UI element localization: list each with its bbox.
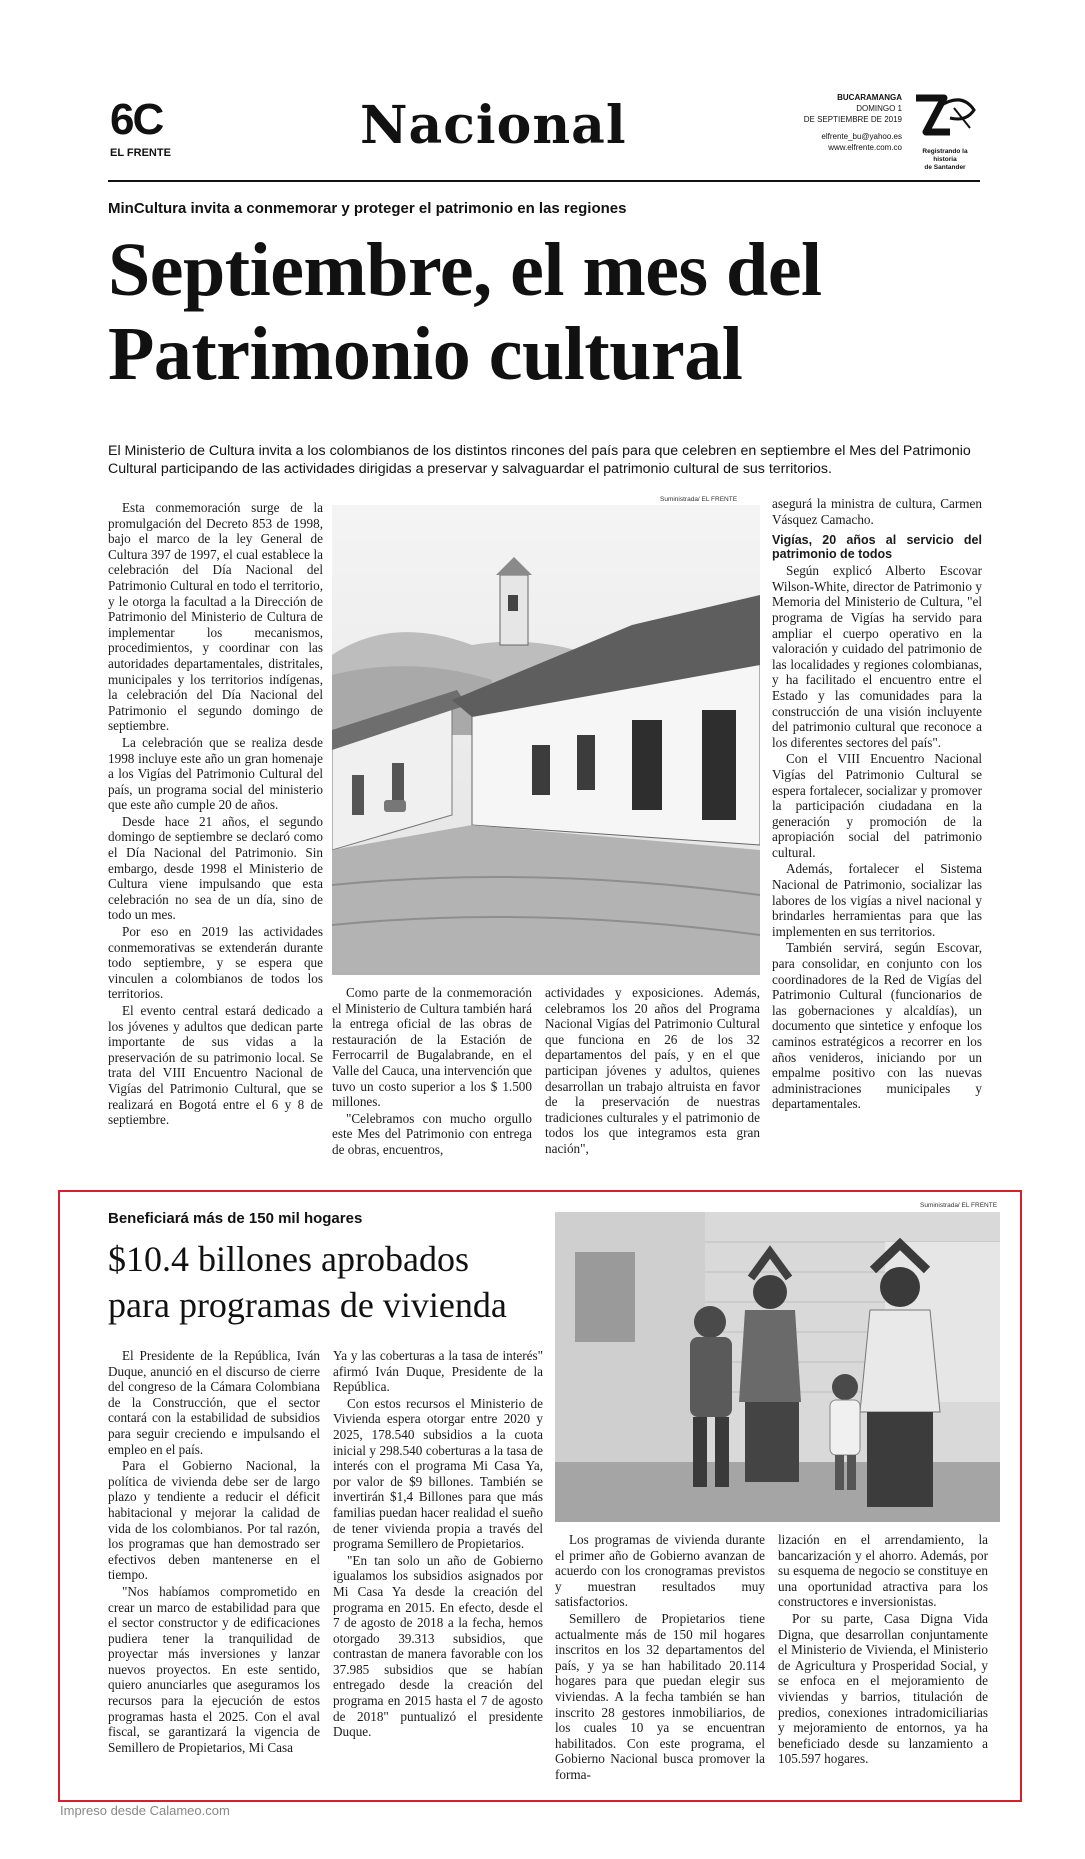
printed-from-label[interactable]: Impreso desde Calameo.com (60, 1803, 230, 1818)
paragraph: Además, fortalecer el Sistema Nacional de Patrimonio, socializar las labores de los vigías a nivel nacional y brindarles herramientas para que las implementen en sus territorios. (772, 861, 982, 939)
article1-headline-line2: Patrimonio cultural (108, 312, 743, 396)
paragraph: Los programas de vivienda durante el primer año de Gobierno avanzan de acuerdo con los cronogramas previstos y muestran resultados muy satisfactorios. (555, 1532, 765, 1610)
article2-column-3 (555, 1532, 765, 1784)
header-rule (108, 180, 980, 182)
logo-caption-2: de Santander (924, 164, 966, 171)
paragraph: La celebración que se realiza desde 1998 incluye este año un gran homenaje a los Vigías del Patrimonio Cultural del país, un programa social del ministerio que este año cumple 20 de años. (108, 734, 323, 813)
page-number: 6C (110, 95, 163, 144)
header-date-2: DE SEPTIEMBRE DE 2019 (803, 115, 902, 124)
header-date-1: DOMINGO 1 (856, 104, 902, 113)
paragraph: Según explicó Alberto Escovar Wilson-White, director de Patrimonio y Memoria del Ministerio de Cultura, "el programa de Vigías ha servido para ampliar el cuerpo operativo en la valoración y cuidado del patrimonio de las localidades y regiones colombianas, y ha facilitado el encuentro entre el Estado y las comunidades para la construcción de una visión incluyente del patrimonio cultural que reconoce a los diferentes sectores del país". (772, 563, 982, 750)
article1-headline (108, 228, 988, 396)
header-email[interactable]: elfrente_bu@yahoo.es (821, 132, 902, 141)
paragraph: "Nos habíamos comprometido en crear un marco de estabilidad para que el sector constructor y de edificaciones pudiera tener la tranquilidad de proyectar más inversiones y lanzar nuevos proyectos. En este sentido, quiero anunciarles que aseguramos los recursos para la ejecución de estos programas hasta el 2025. Con el aval fiscal, se garantizará la vigencia de Semillero de Propietarios, Mi Casa (108, 1583, 320, 1755)
paragraph: Con estos recursos el Ministerio de Vivienda espera otorgar entre 2020 y 2025, 178.540 subsidios a la cuota inicial y 298.540 coberturas a la tasa de interés con el programa Mi Casa Ya, por valor de $9 billones. También se invertirán $1,4 Billones para que más familias puedan hacer realidad el sueño de tener vivienda propia a través del programa Semillero de Propietarios. (333, 1395, 543, 1552)
article1-headline-line1: Septiembre, el mes del (108, 228, 822, 312)
paragraph: Semillero de Propietarios tiene actualmente más de 150 mil hogares inscritos en los 32 departamentos del país, y ya se han habilitado 20.114 hogares para que puedan elegir sus viviendas. A la fecha también se han inscrito 28 gestores inmobiliarios, de los cuales 10 ya se encuentran habilitados. Con este programa, el Gobierno Nacional busca promover la forma- (555, 1610, 765, 1782)
header-info (782, 92, 902, 153)
article2-column-1 (108, 1348, 320, 1756)
paragraph: Para el Gobierno Nacional, la política de vivienda debe ser de largo plazo y tendiente a reducir el déficit habitacional y mejorar la calidad de vida de los colombianos. Por tal razón, los programas que han demostrado ser efectivos deben mantenerse en el tiempo. (108, 1458, 320, 1583)
header-website[interactable]: www.elfrente.com.co (828, 143, 902, 152)
paragraph: Desde hace 21 años, el segundo domingo de septiembre se declaró como el Día Nacional del Patrimonio. Sin embargo, desde 1998 el Ministerio de Cultura viene impulsando que esta celebración no sea de un día, sino de todo un mes. (108, 813, 323, 923)
paragraph: El Presidente de la República, Iván Duque, anunció en el discurso de cierre del congreso de la Cámara Colombiana de la Construcción, que el sector contará con la estabilidad de subsidios para seguir creciendo e impulsando el empleo en el país. (108, 1348, 320, 1457)
article2-photo-credit: Suministrada/ EL FRENTE (920, 1202, 998, 1209)
paragraph: lización en el arrendamiento, la bancarización y el ahorro. Además, por su esquema de negocio se constituye en una oportunidad atractiva para los constructores e inversionistas. (778, 1532, 988, 1610)
article1-column-2 (332, 985, 532, 1159)
article1-lead: El Ministerio de Cultura invita a los colombianos de los distintos rincones del país para que celebren en septiembre el Mes del Patrimonio Cultural participando de las actividades dirigidas a preservar y salvaguardar el patrimonio cultural de sus territorios. (108, 443, 971, 477)
article2-column-2 (333, 1348, 543, 1741)
article2-column-4 (778, 1532, 988, 1768)
paragraph: También servirá, según Escovar, para consolidar, en conjunto con los coordinadores de la Red de Vigías del Patrimonio Cultural (funcionarios de las gobernaciones y alcaldías), un documento que sintetice y enfoque los caminos estratégicos a recorrer en los años venideros, iniciando por un empalme positivo con las nuevas administraciones municipales y departamentales. (772, 940, 982, 1112)
logo-caption-1: Registrando la historia (922, 148, 968, 163)
paragraph: El evento central estará dedicado a los jóvenes y adultos que dedican parte importante de sus vidas a la preservación de su patrimonio local. Se trata del VIII Encuentro Nacional de Vigías del Patrimonio Cultural, que se realizará en Bogotá entre el 6 y 8 de septiembre. (108, 1003, 323, 1128)
article2-photo-family (555, 1212, 1000, 1522)
article2-headline (108, 1236, 548, 1328)
article1-photo-credit: Suministrada/ EL FRENTE (660, 496, 738, 503)
article1-column-1 (108, 500, 323, 1129)
publication-logo (910, 88, 980, 171)
paragraph: Como parte de la conmemoración el Ministerio de Cultura también hará la entrega oficial de las obras de restauración de la Estación de Ferrocarril de Bugalabrande, en el Valle del Cauca, una intervención que tuvo un costo superior a los $ 1.500 millones. (332, 985, 532, 1110)
article1-photo-colonial-street (332, 505, 760, 975)
paragraph: Por su parte, Casa Digna Vida Digna, que desarrollan conjuntamente el Ministerio de Vivienda, el Ministerio de Agricultura y Prosperidad Social, y se enfoca en el mejoramiento de viviendas y barrios, titulación de predios, conexiones intradomiciliarias y mejoramiento de entornos, ya ha beneficiado desde su lanzamiento a 105.597 hogares. (778, 1610, 988, 1767)
paragraph: actividades y exposiciones. Además, celebramos los 20 años del Programa Nacional Vigías del Patrimonio Cultural que funciona en 26 de los 32 departamentos del país, y en el que participan jóvenes y adultos, quienes desarrollan un trabajo altruista en favor de la preservación de nuestras tradiciones culturales y el patrimonio de todos los que integramos esta gran nación", (545, 985, 760, 1156)
logo-emblem-icon (910, 88, 980, 144)
section-title: Nacional (360, 95, 627, 156)
paragraph: Esta conmemoración surge de la promulgación del Decreto 853 de 1998, bajo el marco de la ley General de Cultura 397 de 1997, el cual establece la celebración del Día Nacional del Patrimonio Cultural en todo el territorio, y le otorga la facultad a la Dirección de Patrimonio del Ministerio de Cultura de implementar los mecanismos, procedimientos, y coordinar con las autoridades departamentales, distritales, municipales y los territorios indígenas, la celebración del Día Nacional del Patrimonio el segundo domingo de septiembre. (108, 500, 323, 734)
article1-column-3 (545, 985, 760, 1158)
paragraph: "Celebramos con mucho orgullo este Mes del Patrimonio con entrega de obras, encuentros, (332, 1110, 532, 1157)
header-city: BUCARAMANGA (837, 93, 902, 102)
article1-column-4 (772, 496, 982, 1113)
article1-subhead: Vigías, 20 años al servicio del patrimonio de todos (772, 533, 982, 562)
article2-headline-line1: $10.4 billones aprobados (108, 1239, 469, 1279)
article2-headline-line2: para programas de vivienda (108, 1285, 507, 1325)
paragraph: Ya y las coberturas a la tasa de interés" afirmó Iván Duque, Presidente de la República. (333, 1348, 543, 1395)
paragraph: asegurá la ministra de cultura, Carmen Vásquez Camacho. (772, 496, 982, 527)
paragraph: "En tan solo un año de Gobierno igualamos los subsidios asignados por Mi Casa Ya desde la creación del programa en 2015. En efecto, desde el 7 de agosto de 2018 a la fecha, hemos otorgado 39.313 subsidios, que contrastan de manera favorable con los 37.985 subsidios que se habían entregado desde la creación del programa en 2015 hasta el 7 de agosto de 2018" puntualizó el presidente Duque. (333, 1552, 543, 1740)
article1-kicker: MinCultura invita a conmemorar y proteger el patrimonio en las regiones (108, 200, 627, 217)
article2-kicker: Beneficiará más de 150 mil hogares (108, 1210, 363, 1227)
publication-name: EL FRENTE (110, 147, 171, 159)
paragraph: Por eso en 2019 las actividades conmemorativas se extenderán durante todo septiembre, y se espera que vinculen a colombianos de todos los territorios. (108, 924, 323, 1002)
paragraph: Con el VIII Encuentro Nacional Vigías del Patrimonio Cultural se espera fortalecer, socializar y promover la participación ciudadana en la generación y promoción de la apropiación social del patrimonio cultural. (772, 751, 982, 860)
